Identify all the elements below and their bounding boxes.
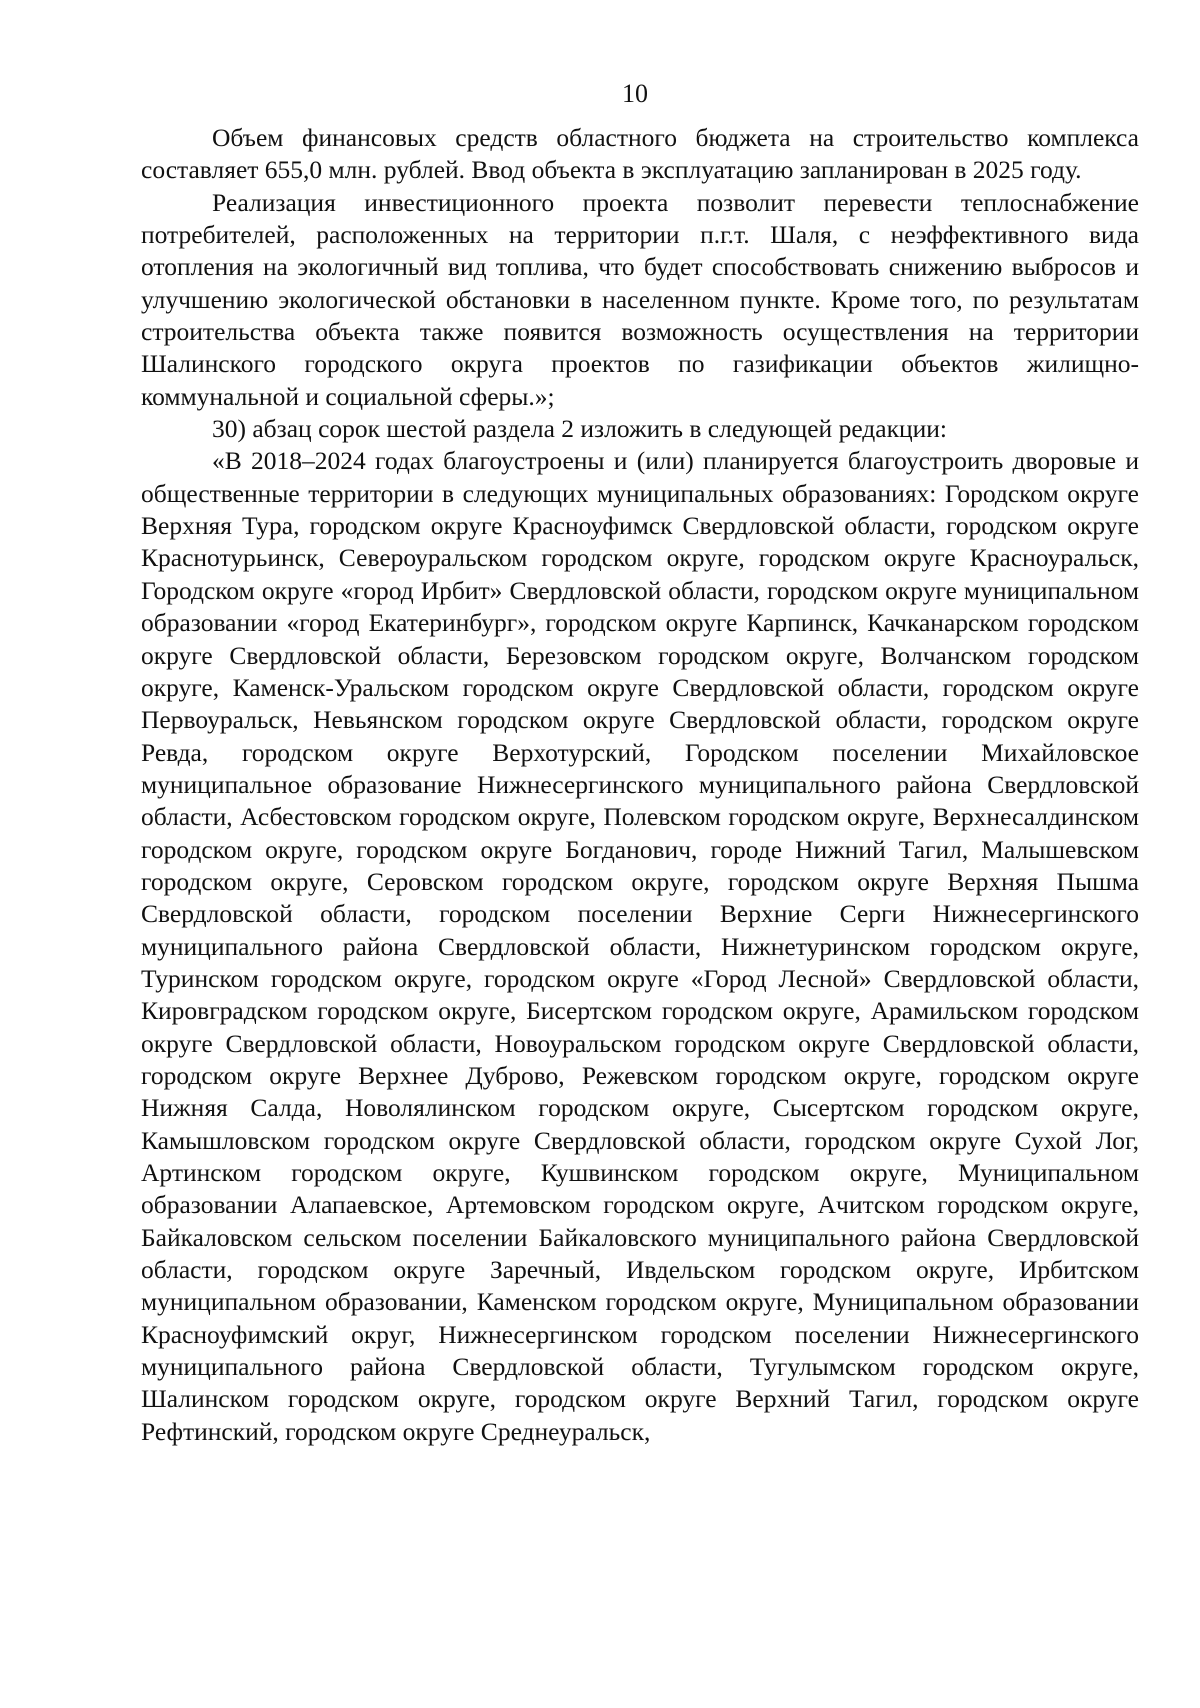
paragraph-budget-volume: Объем финансовых средств областного бюджета на строительство комплекса составляет 655,0 млн. рублей. Ввод объекта в эксплуатацию запланирован в 2025 году. (141, 123, 1139, 185)
document-body (141, 122, 1139, 1448)
page-number: 10 (622, 79, 648, 108)
paragraph-municipalities-list: «В 2018–2024 годах благоустроены и (или) планируется благоустроить дворовые и общественные территории в следующих муниципальных образованиях: Городском округе Верхняя Тура, городском округе Красноуфимск Свердловской области, городском округе Краснотурьинск, Североуральском городском округе, городском округе Красноуральск, Городском округе «город Ирбит» Свердловской области, городском округе муниципальном образовании «город Екатеринбург», городском округе Карпинск, Качканарском городском округе Свердловской области, Березовском городском округе, Волчанском городском округе, Каменск-Уральском городском округе Свердловской области, городском округе Первоуральск, Невьянском городском округе Свердловской области, городском округе Ревда, городском округе Верхотурский, Городском поселении Михайловское муниципальное образование Нижнесергинского муниципального района Свердловской области, Асбестовском городском округе, Полевском городском округе, Верхнесалдинском городском округе, городском округе Богданович, городе Нижний Тагил, Малышевском городском округе, Серовском городском округе, городском округе Верхняя Пышма Свердловской области, городском поселении Верхние Серги Нижнесергинского муниципального района Свердловской области, Нижнетуринском городском округе, Туринском городском округе, городском округе «Город Лесной» Свердловской области, Кировградском городском округе, Бисертском городском округе, Арамильском городском округе Свердловской области, Новоуральском городском округе Свердловской области, городском округе Верхнее Дуброво, Режевском городском округе, городском округе Нижняя Салда, Новолялинском городском округе, Сысертском городском округе, Камышловском городском округе Свердловской области, городском округе Сухой Лог, Артинском городском округе, Кушвинском городском округе, Муниципальном образовании Алапаевское, Артемовском городском округе, Ачитском городском округе, Байкаловском сельском поселении Байкаловского муниципального района Свердловской области, городском округе Заречный, Ивдельском городском округе, Ирбитском муниципальном образовании, Каменском городском округе, Муниципальном образовании Красноуфимский округ, Нижнесергинском городском поселении Нижнесергинского муниципального района Свердловской области, Тугулымском городском округе, Шалинском городском округе, городском округе Верхний Тагил, городском округе Рефтинский, городском округе Среднеуральск, (141, 446, 1139, 1446)
paragraph-project-implementation: Реализация инвестиционного проекта позволит перевести теплоснабжение потребителей, расположенных на территории п.г.т. Шаля, с неэффективного вида отопления на экологичный вид топлива, что будет способствовать снижению выбросов и улучшению экологической обстановки в населенном пункте. Кроме того, по результатам строительства объекта также появится возможность осуществления на территории Шалинского городского округа проектов по газификации объектов жилищно-коммунальной и социальной сферы.»; (141, 187, 1139, 411)
paragraph-amendment-item: 30) абзац сорок шестой раздела 2 изложить в следующей редакции: (212, 414, 948, 444)
